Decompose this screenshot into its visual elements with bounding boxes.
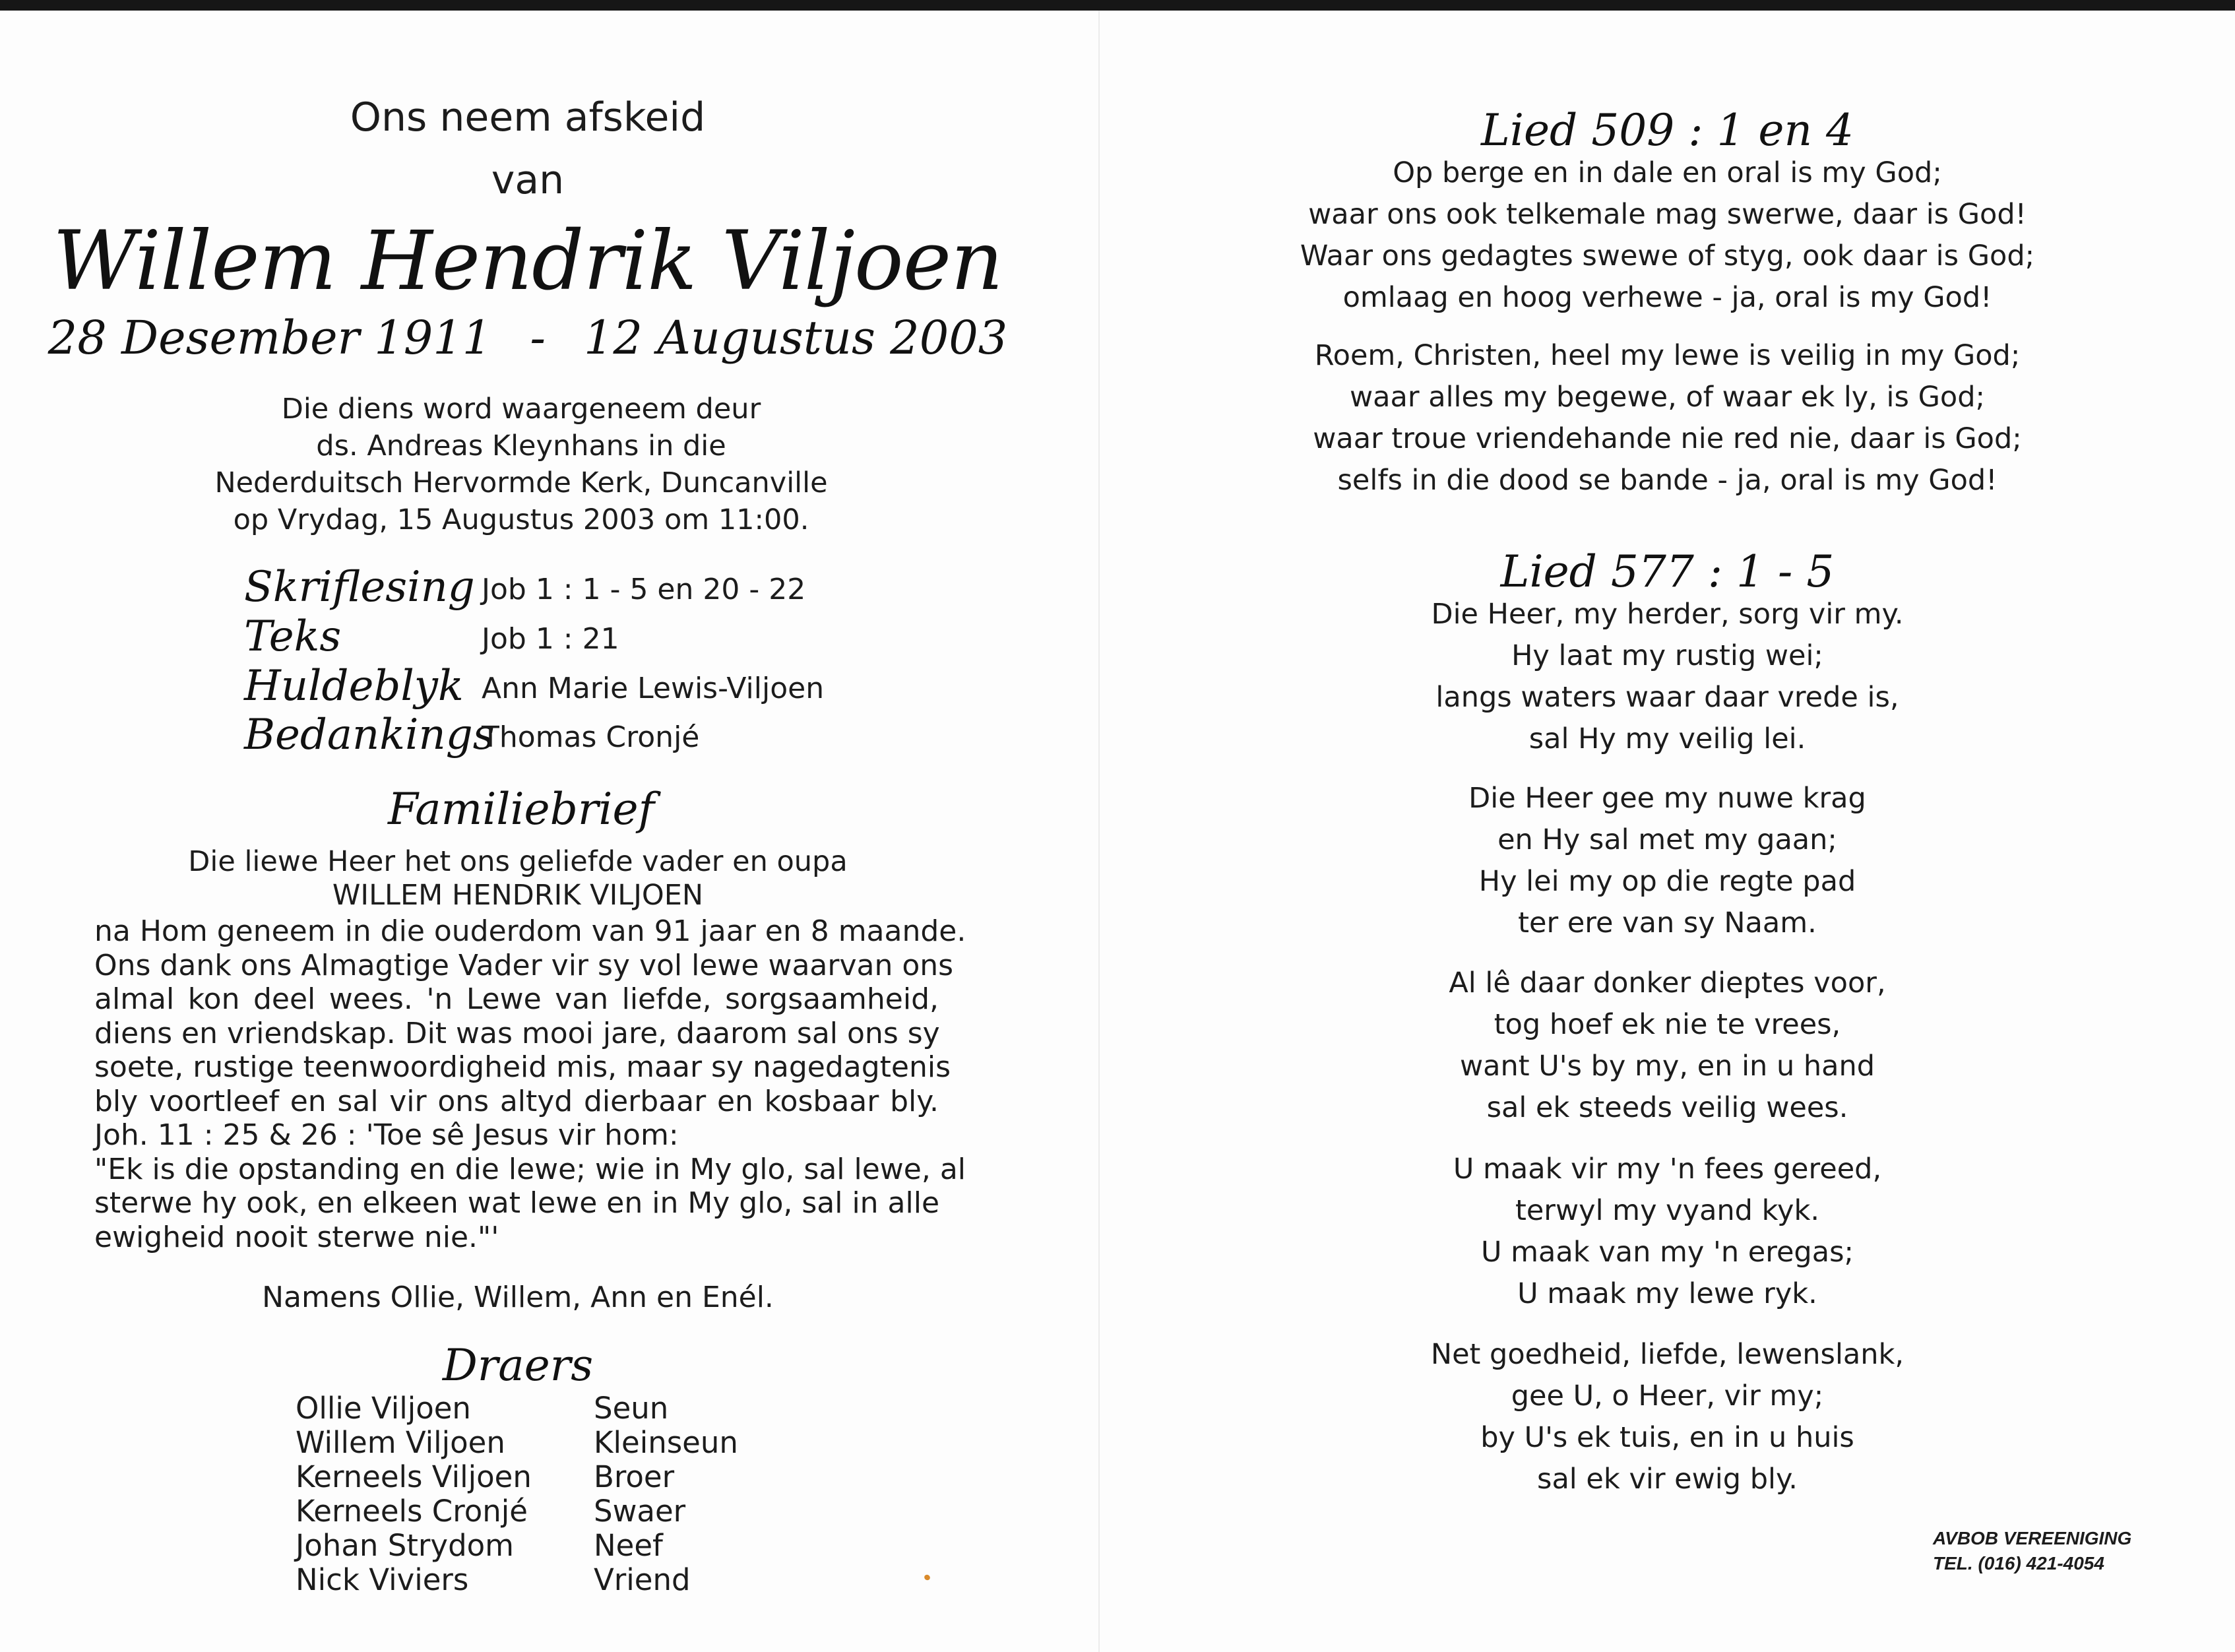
programme-value: Job 1 : 21	[482, 622, 619, 656]
hymn-title: Lied 509 : 1 en 4	[1481, 105, 1854, 156]
service-line: Nederduitsch Hervormde Kerk, Duncanville	[214, 466, 828, 499]
programme-label: Huldeblyk	[244, 662, 464, 711]
service-line: Die diens word waargeneem deur	[281, 393, 761, 426]
letter-line: Ons dank ons Almagtige Vader vir sy vol lewe waarvan ons	[94, 948, 954, 982]
hymn-line: waar alles my begewe, of waar ek ly, is God;	[1350, 381, 1985, 414]
programme-row-thanks	[244, 710, 904, 760]
life-dates	[0, 311, 1055, 365]
hymn-line: sal ek steeds veilig wees.	[1486, 1091, 1848, 1124]
programme-label: Teks	[244, 612, 342, 661]
hymn-line: Roem, Christen, heel my lewe is veilig in my God;	[1314, 339, 2021, 372]
bearers-title: Draers	[442, 1340, 594, 1391]
letter-line: soete, rustige teenwoordigheid mis, maar sy nagedagtenis	[94, 1050, 951, 1084]
bearer-relation: Kleinseun	[594, 1425, 738, 1460]
hymn-line: gee U, o Heer, vir my;	[1511, 1380, 1824, 1413]
right-panel	[1100, 11, 2235, 1652]
hymn-stanza	[1100, 963, 2235, 1129]
family-letter-title: Familiebrief	[387, 784, 655, 835]
hymn-line: Hy lei my op die regte pad	[1478, 865, 1856, 898]
bearer-name: Kerneels Cronjé	[296, 1494, 528, 1529]
funeral-home-phone: TEL. (016) 421-4054	[1933, 1553, 2104, 1573]
letter-line: almal kon deel wees. 'n Lewe van liefde, sorgsaamheid,	[94, 982, 939, 1016]
bearer-row	[296, 1563, 738, 1597]
hymn-line: Waar ons gedagtes swewe of styg, ook daar is God;	[1300, 239, 2035, 272]
hymn-line: want U's by my, en in u hand	[1459, 1050, 1875, 1083]
programme-label: Skriflesing	[244, 563, 475, 612]
hymn-line: Al lê daar donker dieptes voor,	[1449, 967, 1886, 1000]
left-panel	[0, 11, 1098, 1652]
family-letter-intro: Die liewe Heer het ons geliefde vader en oupa	[188, 845, 848, 878]
bearer-row	[296, 1391, 738, 1426]
bearer-name: Kerneels Viljoen	[296, 1459, 532, 1494]
bearer-relation: Vriend	[594, 1562, 691, 1597]
bearer-name: Ollie Viljoen	[296, 1391, 471, 1426]
hymn-line: Die Heer gee my nuwe krag	[1468, 782, 1866, 815]
farewell-heading: Ons neem afskeid	[350, 94, 706, 141]
bearers-list	[296, 1391, 738, 1597]
letter-line: bly voortleef en sal vir ons altyd dierbaar en kosbaar bly.	[94, 1084, 939, 1118]
hymn-line: sal ek vir ewig bly.	[1537, 1463, 1798, 1496]
hymn-stanza	[1100, 594, 2235, 760]
farewell-heading-sub: van	[491, 157, 565, 203]
service-line: ds. Andreas Kleynhans in die	[316, 429, 726, 462]
bearer-name: Nick Viviers	[296, 1562, 469, 1597]
programme-value: Ann Marie Lewis-Viljoen	[482, 672, 825, 705]
letter-line: na Hom geneem in die ouderdom van 91 jaar en 8 maande.	[94, 914, 966, 948]
programme-row-tribute	[244, 661, 904, 711]
bearer-relation: Swaer	[594, 1494, 686, 1529]
funeral-home-name: AVBOB VEREENIGING	[1933, 1528, 2132, 1548]
letter-line: diens en vriendskap. Dit was mooi jare, daarom sal ons sy	[94, 1016, 940, 1050]
hymn-line: sal Hy my veilig lei.	[1528, 722, 1806, 755]
hymn-line: by U's ek tuis, en in u huis	[1480, 1421, 1854, 1454]
letter-line: ewigheid nooit sterwe nie."'	[94, 1220, 499, 1254]
service-line: op Vrydag, 15 Augustus 2003 om 11:00.	[233, 503, 809, 536]
bearer-row	[296, 1529, 738, 1563]
hymn-line: terwyl my vyand kyk.	[1515, 1194, 1820, 1227]
hymn-line: U maak my lewe ryk.	[1517, 1277, 1817, 1310]
hymn-line: selfs in die dood se bande - ja, oral is my God!	[1337, 464, 1998, 497]
family-letter-name: WILLEM HENDRIK VILJOEN	[332, 879, 704, 912]
death-date: 12 Augustus 2003	[584, 311, 1008, 365]
hymn-line: en Hy sal met my gaan;	[1497, 823, 1837, 856]
hymn-line: Net goedheid, liefde, lewenslank,	[1430, 1338, 1904, 1371]
hymn-title: Lied 577 : 1 - 5	[1500, 546, 1835, 597]
bearer-relation: Seun	[594, 1391, 669, 1426]
bearer-relation: Neef	[594, 1528, 663, 1563]
hymn-line: Die Heer, my herder, sorg vir my.	[1431, 598, 1904, 631]
hymn-line: Op berge en in dale en oral is my God;	[1393, 156, 1942, 189]
funeral-home-credit	[1933, 1526, 2131, 1576]
letter-line: sterwe hy ook, en elkeen wat lewe en in My glo, sal in alle	[94, 1186, 940, 1220]
programme-row-scripture	[244, 562, 904, 612]
bearer-row	[296, 1460, 738, 1494]
hymn-line: U maak van my 'n eregas;	[1481, 1236, 1854, 1269]
bearer-name: Willem Viljoen	[296, 1425, 505, 1460]
hymn-line: Hy laat my rustig wei;	[1511, 639, 1823, 672]
hymn-stanza	[1100, 152, 2235, 319]
hymn-line: ter ere van sy Naam.	[1518, 906, 1817, 939]
bearer-name: Johan Strydom	[296, 1528, 514, 1563]
hymn-line: langs waters waar daar vrede is,	[1435, 681, 1899, 714]
programme-value: Job 1 : 1 - 5 en 20 - 22	[482, 573, 806, 606]
family-signoff: Namens Ollie, Willem, Ann en Enél.	[262, 1281, 774, 1314]
hymn-line: waar troue vriendehande nie red nie, daar is God;	[1313, 422, 2022, 455]
hymn-stanza	[1100, 1149, 2235, 1315]
family-letter-body	[94, 914, 966, 1254]
programme-label: Bedankings	[244, 711, 495, 759]
hymn-line: waar ons ook telkemale mag swerwe, daar is God!	[1308, 198, 2027, 231]
date-separator: -	[530, 311, 546, 365]
programme-row-text	[244, 612, 904, 662]
hymn-stanza	[1100, 778, 2235, 944]
hymn-line: tog hoef ek nie te vrees,	[1494, 1008, 1841, 1041]
hymn-stanza	[1100, 335, 2235, 501]
bearer-row	[296, 1494, 738, 1529]
letter-line: Joh. 11 : 25 & 26 : 'Toe sê Jesus vir hom:	[94, 1118, 679, 1152]
hymn-stanza	[1100, 1334, 2235, 1500]
birth-date: 28 Desember 1911	[47, 311, 492, 365]
scan-top-border	[0, 0, 2235, 11]
bearer-row	[296, 1426, 738, 1460]
hymn-line: U maak vir my 'n fees gereed,	[1453, 1153, 1882, 1186]
hymn-line: omlaag en hoog verhewe - ja, oral is my God!	[1342, 281, 1992, 314]
letter-line: "Ek is die opstanding en die lewe; wie in My glo, sal lewe, al	[94, 1152, 966, 1186]
deceased-name: Willem Hendrik Viljoen	[53, 214, 1003, 309]
bearer-relation: Broer	[594, 1459, 675, 1494]
programme-value: Thomas Cronjé	[482, 720, 700, 754]
service-details	[0, 391, 1042, 538]
ink-speck	[924, 1573, 931, 1581]
